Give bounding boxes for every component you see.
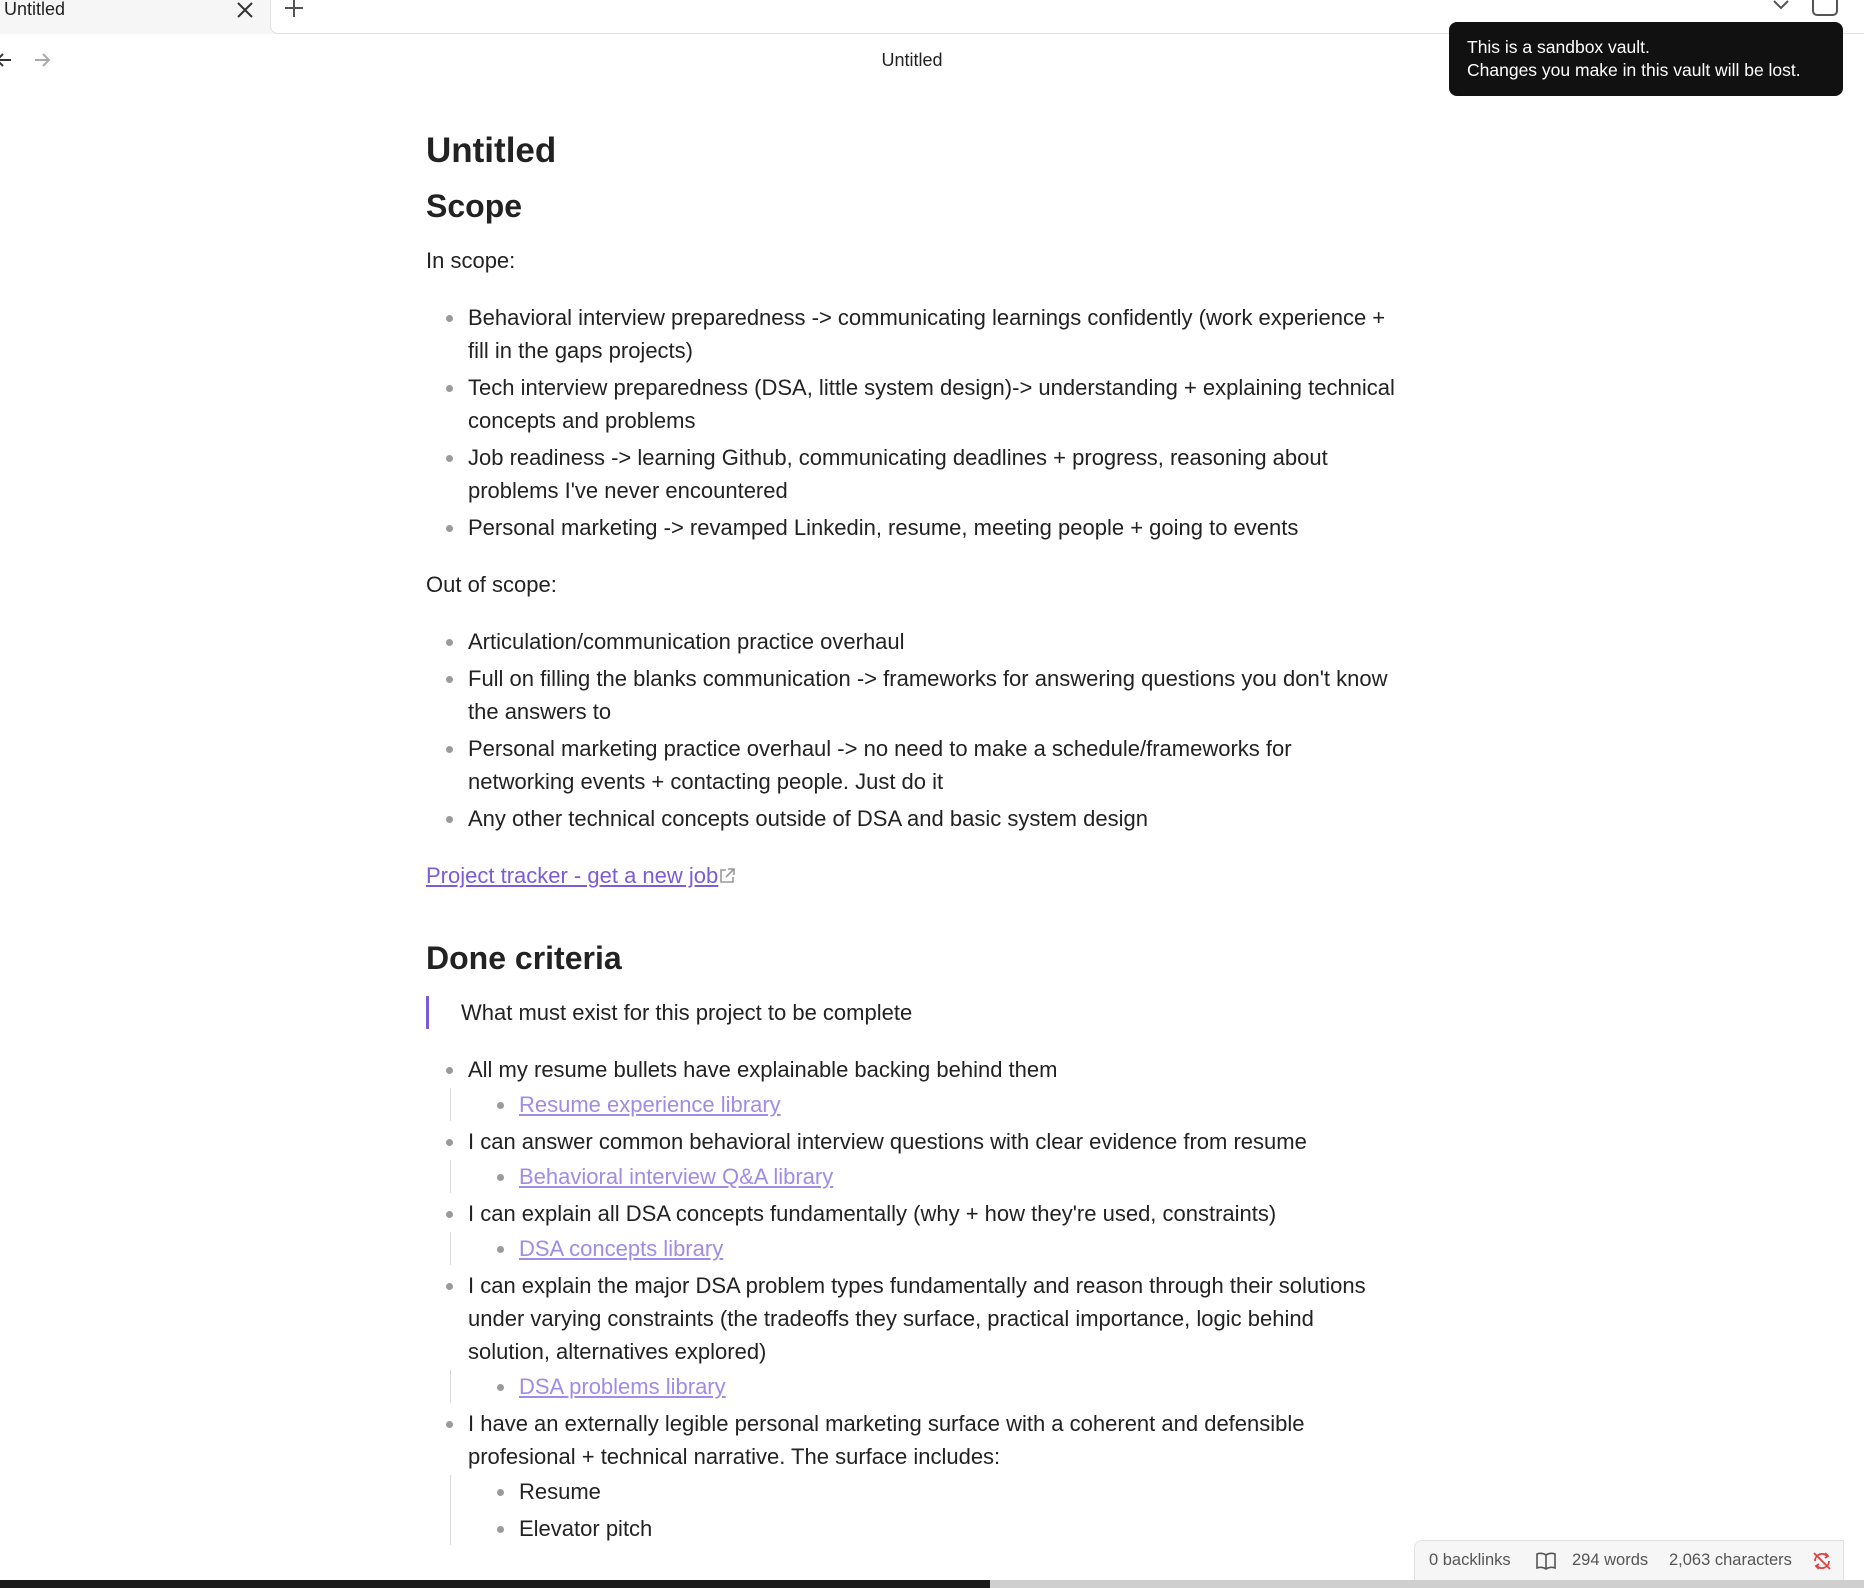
internal-link[interactable]: DSA problems library	[519, 1374, 726, 1399]
list-item: Behavioral interview preparedness -> communicating learnings confidently (work experience + fill in the gaps projects)	[426, 301, 1396, 367]
sub-list-item	[469, 1232, 1396, 1265]
in-scope-label: In scope:	[426, 248, 516, 273]
heading-scope: Scope	[426, 188, 523, 224]
sub-list-item: Elevator pitch	[469, 1512, 1396, 1545]
sandbox-tooltip	[1449, 22, 1843, 96]
list-item-text: I can explain all DSA concepts fundamentally (why + how they're used, constraints)	[468, 1201, 1277, 1226]
list-item	[426, 1053, 1396, 1121]
tooltip-line-1: This is a sandbox vault.	[1467, 37, 1650, 57]
sync-disabled-icon[interactable]	[1811, 1550, 1833, 1572]
character-count: 2,063 characters	[1669, 1551, 1792, 1569]
word-count: 294 words	[1572, 1551, 1649, 1569]
sub-list	[450, 1475, 1396, 1545]
internal-link[interactable]: Behavioral interview Q&A library	[519, 1164, 834, 1189]
status-bar	[1414, 1540, 1844, 1580]
list-item: Articulation/communication practice overhaul	[426, 625, 1396, 658]
list-item: Full on filling the blanks communication -> frameworks for answering questions you don't know the answers to	[426, 662, 1396, 728]
note-title[interactable]: Untitled	[426, 131, 557, 170]
done-criteria-list	[426, 1053, 1396, 1545]
project-link-paragraph	[426, 859, 1396, 892]
tab-untitled[interactable]	[0, 0, 268, 34]
list-item	[426, 1125, 1396, 1193]
list-item: Tech interview preparedness (DSA, little system design)-> understanding + explaining technical concepts and problems	[426, 371, 1396, 437]
internal-link[interactable]: Resume experience library	[519, 1092, 781, 1117]
note-content[interactable]	[426, 130, 1396, 1569]
external-link-icon[interactable]	[718, 867, 736, 885]
heading-done-criteria: Done criteria	[426, 940, 622, 976]
list-item-text: I can answer common behavioral interview questions with clear evidence from resume	[468, 1129, 1307, 1154]
list-item	[426, 1197, 1396, 1265]
list-item: Any other technical concepts outside of DSA and basic system design	[426, 802, 1396, 835]
view-header-title[interactable]: Untitled	[881, 50, 943, 70]
list-item-text: I have an externally legible personal marketing surface with a coherent and defensible profesional + technical narrative. The surface includes:	[468, 1411, 1305, 1469]
blockquote: What must exist for this project to be complete	[426, 996, 1396, 1029]
sub-list	[450, 1088, 1396, 1121]
chevron-down-icon[interactable]	[1770, 0, 1792, 15]
list-item-text: I can explain the major DSA problem types fundamentally and reason through their solutions under varying constraints (the tradeoffs they surface, practical importance, logic behind solution, alternatives explored)	[468, 1273, 1366, 1364]
project-tracker-link[interactable]: Project tracker - get a new job	[426, 863, 719, 888]
sub-list-item	[469, 1088, 1396, 1121]
sidebar-toggle-icon[interactable]	[1812, 0, 1838, 16]
list-item: Personal marketing practice overhaul -> no need to make a schedule/frameworks for networking events + contacting people. Just do it	[426, 732, 1396, 798]
out-scope-list	[426, 625, 1396, 835]
sub-list	[450, 1232, 1396, 1265]
sub-list-item: Resume	[469, 1475, 1396, 1508]
tab-title: Untitled	[4, 0, 66, 19]
bottom-edge-dark	[0, 1580, 990, 1588]
list-item: Job readiness -> learning Github, communicating deadlines + progress, reasoning about problems I've never encountered	[426, 441, 1396, 507]
new-tab-icon[interactable]	[283, 0, 305, 19]
bottom-edge-light	[990, 1580, 1864, 1588]
list-item-text: All my resume bullets have explainable backing behind them	[468, 1057, 1058, 1082]
list-item	[426, 1269, 1396, 1403]
backlinks-count[interactable]: 0 backlinks	[1429, 1551, 1511, 1569]
out-scope-label: Out of scope:	[426, 572, 557, 597]
tooltip-line-2: Changes you make in this vault will be lost.	[1467, 60, 1801, 80]
list-item: Personal marketing -> revamped Linkedin, resume, meeting people + going to events	[426, 511, 1396, 544]
in-scope-list	[426, 301, 1396, 544]
internal-link[interactable]: DSA concepts library	[519, 1236, 724, 1261]
sub-list	[450, 1160, 1396, 1193]
list-item	[426, 1407, 1396, 1545]
sub-list-item	[469, 1160, 1396, 1193]
sub-list	[450, 1370, 1396, 1403]
sub-list-item	[469, 1370, 1396, 1403]
book-icon[interactable]	[1535, 1551, 1557, 1571]
close-icon[interactable]	[233, 0, 257, 22]
